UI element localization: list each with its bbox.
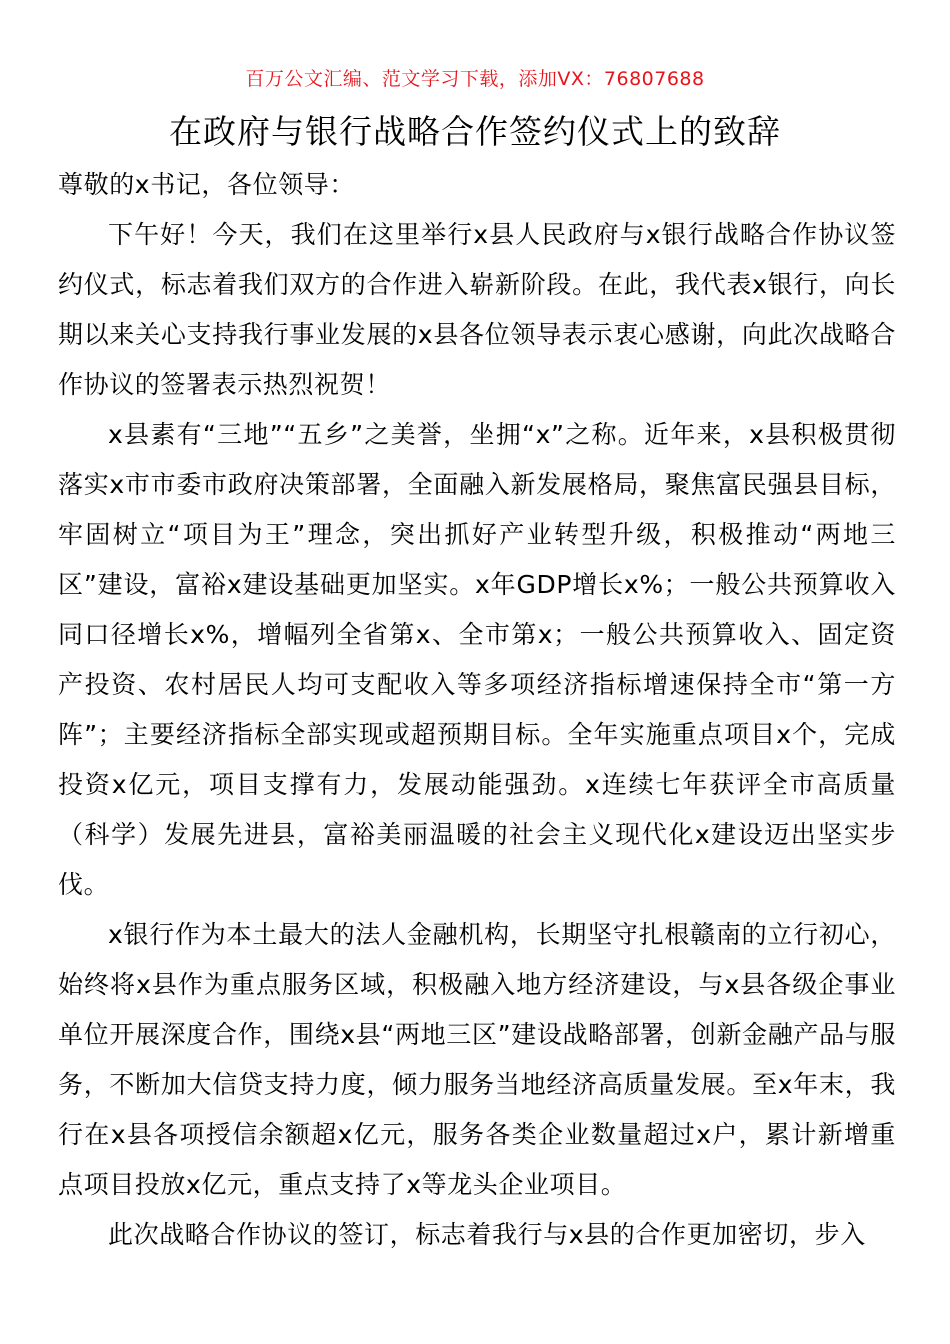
document-body	[58, 160, 896, 1260]
paragraph-3: x银行作为本土最大的法人金融机构，长期坚守扎根赣南的立行初心，始终将x县作为重点服务区域，积极融入地方经济建设，与x县各级企事业单位开展深度合作，围绕x县“两地三区”建设战略部署，创新金融产品与服务，不断加大信贷支持力度，倾力服务当地经济高质量发展。至x年末，我行在x县各项授信余额超x亿元，服务各类企业数量超过x户，累计新增重点项目投放x亿元，重点支持了x等龙头企业项目。	[58, 920, 896, 1199]
salutation: 尊敬的x书记，各位领导：	[58, 170, 355, 199]
page-title: 在政府与银行战略合作签约仪式上的致辞	[169, 112, 781, 151]
paragraph-4: 此次战略合作协议的签订，标志着我行与x县的合作更加密切，步入	[108, 1220, 866, 1249]
paragraph-1: 下午好！今天，我们在这里举行x县人民政府与x银行战略合作协议签约仪式，标志着我们双方的合作进入崭新阶段。在此，我代表x银行，向长期以来关心支持我行事业发展的x县各位领导表示衷心感谢，向此次战略合作协议的签署表示热烈祝贺！	[58, 220, 896, 399]
ad-banner: 百万公文汇编、范文学习下载，添加VX：76807688	[245, 68, 705, 90]
paragraph-2: x县素有“三地”“五乡”之美誉，坐拥“x”之称。近年来，x县积极贯彻落实x市市委市政府决策部署，全面融入新发展格局，聚焦富民强县目标，牢固树立“项目为王”理念，突出抓好产业转型升级，积极推动“两地三区”建设，富裕x建设基础更加坚实。x年GDP增长x%；一般公共预算收入同口径增长x%，增幅列全省第x、全市第x；一般公共预算收入、固定资产投资、农村居民人均可支配收入等多项经济指标增速保持全市“第一方阵”；主要经济指标全部实现或超预期目标。全年实施重点项目x个，完成投资x亿元，项目支撑有力，发展动能强劲。x连续七年获评全市高质量（科学）发展先进县，富裕美丽温暖的社会主义现代化x建设迈出坚实步伐。	[58, 420, 896, 899]
